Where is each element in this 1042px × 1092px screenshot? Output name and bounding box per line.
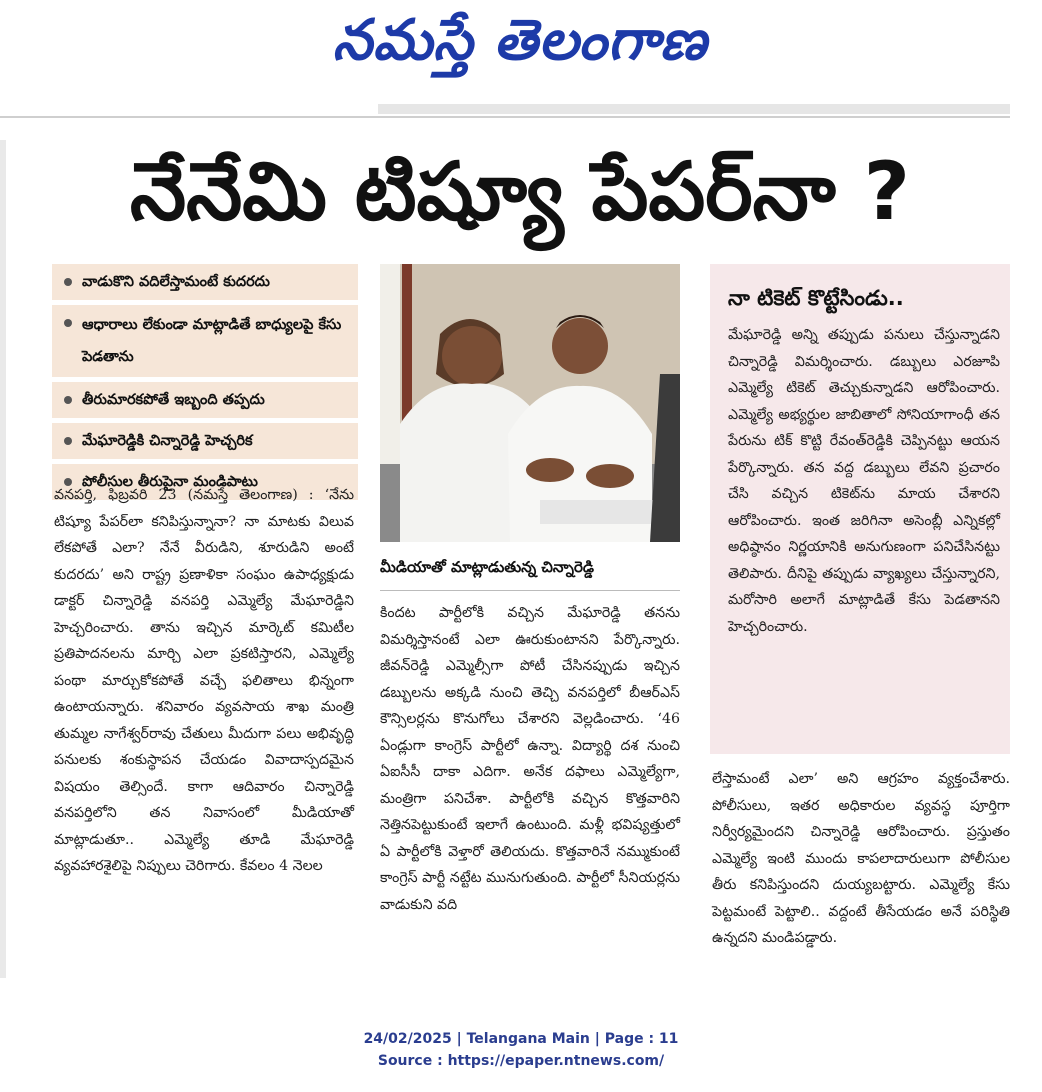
bullet-item (52, 382, 358, 418)
sidebar-box (710, 264, 1010, 754)
sidebar-title: నా టికెట్ కొట్టేసిండు.. (728, 286, 904, 310)
photo-illustration (380, 264, 680, 542)
bullet-icon (64, 278, 72, 286)
article-text: లేస్తామంటే ఎలా’ అని ఆగ్రహం వ్యక్తంచేశారు. పోలీసులు, ఇతర అధికారుల వ్యవస్థ పూర్తిగా నిర్వీర్యమైందని చిన్నారెడ్డి ఆరోపించారు. ప్రస్తుతం ఎమ్మెల్యే ఇంటి ముందు కాపలాదారులుగా పోలీసుల తీరు కనిపిస్తుందని దుయ్యబట్టారు. ఎమ్మెల్యే కేసు పెట్టమంటే పెట్టాలి.. వద్దంటే తీసేయడం అనే పరిస్థితి ఉన్నదని మండిపడ్డారు. (712, 771, 1010, 946)
page-footer (0, 1028, 1042, 1072)
page-gutter (0, 140, 6, 978)
article-text: వనపర్తి, ఫిబ్రవరి 23 (నమస్తే తెలంగాణ) : ‘నేను టిష్యూ పేపర్‌లా కనిపిస్తున్నానా? నా మాటకు విలువ లేకపోతే ఎలా? నేనే వీరుడిని, శూరుడిని అంటే కుదరదు’ అని రాష్ట్ర ప్రణాళికా సంఘం ఉపాధ్యక్షుడు డాక్టర్ చిన్నారెడ్డి వనపర్తి ఎమ్మెల్యే మేఘారెడ్డిని హెచ్చరించారు. తాను ఇచ్చిన మార్కెట్ కమిటీల ప్రతిపాదనలను మార్చి ఎలా ప్రకటిస్తారని, ఎమ్మెల్యే పంథా మార్చుకోకపోతే వచ్చే ఫలితాలు భిన్నంగా ఉంటాయన్నారు. శనివారం వ్యవసాయ శాఖ మంత్రి తుమ్మల నాగేశ్వర్‌రావు చేతులు మీదుగా పలు అభివృద్ధి పనులకు శంకుస్థాపన చేయడం వివాదాస్పదమైన విషయం తెల్సిందే. కాగా ఆదివారం చిన్నారెడ్డి వనపర్తిలోని తన నివాసంలో మీడియాతో మాట్లాడుతూ.. ఎమ్మెల్యే తూడి మేఘారెడ్డి వ్యవహారశైలిపై నిప్పులు చెరిగారు. కేవలం 4 నెలల (54, 487, 354, 874)
bullet-text: ఆధారాలు లేకుండా మాట్లాడితే బాధ్యులపై కేసు పెడతాను (82, 317, 342, 365)
bullet-item (52, 264, 358, 300)
bullet-text: మేఘారెడ్డికి చిన్నారెడ్డి హెచ్చరిక (82, 433, 253, 449)
bullet-item (52, 423, 358, 459)
highlight-bullets (52, 264, 358, 505)
newspaper-logo: నమస్తే తెలంగాణ (332, 8, 708, 73)
masthead-bar (378, 104, 1010, 114)
bullet-text: పోలీసుల తీరుపైనా మండిపాటు (82, 474, 258, 490)
bullet-text: వాడుకొని వదిలేస్తామంటే కుదరదు (82, 274, 270, 290)
bullet-text: తీరుమారకపోతే ఇబ్బంది తప్పదు (82, 392, 265, 408)
footer-date-line: 24/02/2025 | Telangana Main | Page : 11 (363, 1031, 679, 1047)
headline: నేనేమి టిష్యూ పేపర్‌నా ? (129, 145, 911, 238)
bullet-icon (64, 396, 72, 404)
photo-caption: మీడియాతో మాట్లాడుతున్న చిన్నారెడ్డి (380, 558, 594, 576)
bullet-item (52, 305, 358, 377)
article-column-middle (380, 600, 680, 918)
masthead (0, 0, 1042, 104)
sidebar-text: మేఘారెడ్డి అన్ని తప్పుడు పనులు చేస్తున్నాడని చిన్నారెడ్డి విమర్శించారు. డబ్బులు ఎరజూపి ఎమ్మెల్యే టికెట్ తెచ్చుకున్నాడని ఆరోపించారు. ఎమ్మెల్యే అభ్యర్థుల జాబితాలో సోనియాగాంధీ తన పేరును టిక్ కొట్టి రేవంత్‌రెడ్డికి చెప్పినట్టు ఆయన పేర్కొన్నారు. తన వద్ద డబ్బులు లేవని ప్రచారం చేసి వచ్చిన టికెట్‌ను మాయ చేశారని ఆరోపించారు. ఇంత జరిగినా అసెంబ్లీ ఎన్నికల్లో అధిష్ఠానం నిర్ణయానికి అనుగుణంగా పనిచేసినట్టు తెలిపారు. దీనిపై తప్పుడు వ్యాఖ్యలు చేస్తున్నారని, మరోసారి అలాగే మాట్లాడితే కేసు పెడతానని హెచ్చరించారు. (728, 327, 1000, 635)
article-text: కిందట పార్టీలోకి వచ్చిన మేఘారెడ్డి తనను విమర్శిస్తానంటే ఎలా ఊరుకుంటానని పేర్కొన్నారు. జీవన్‌రెడ్డి ఎమ్మెల్సీగా పోటీ చేసినప్పుడు ఇచ్చిన డబ్బులను అక్కడి నుంచి తెచ్చి వనపర్తిలో బీఆర్‌ఎస్ కౌన్సిలర్లను కొనుగోలు చేశారని వెల్లడించారు. ‘46 ఏండ్లుగా కాంగ్రెస్ పార్టీలో ఉన్నా. విద్యార్థి దశ నుంచి ఏఐసీసీ దాకా ఎదిగా. అనేక దఫాలు ఎమ్మెల్యేగా, మంత్రిగా పనిచేశా. పార్టీలోకి వచ్చిన కొత్తవారిని నెత్తినపెట్టుకుంటే ఇలాగే ఉంటుంది. మళ్లీ భవిష్యత్తులో ఏ పార్టీలోకి వెళ్తారో తెలియదు. కొత్తవారినే నమ్ముకుంటే కాంగ్రెస్ పార్టీ నట్టేట మునుగుతుంది. పార్టీలో సీనియర్లను వాడుకుని వది (380, 605, 680, 913)
footer-source-link[interactable]: Source : https://epaper.ntnews.com/ (377, 1053, 665, 1069)
divider (380, 590, 680, 591)
bullet-icon (64, 319, 72, 327)
divider (0, 116, 1010, 118)
news-photo (380, 264, 680, 542)
article-column-left (54, 482, 354, 880)
bullet-icon (64, 437, 72, 445)
article-column-right (712, 766, 1010, 952)
